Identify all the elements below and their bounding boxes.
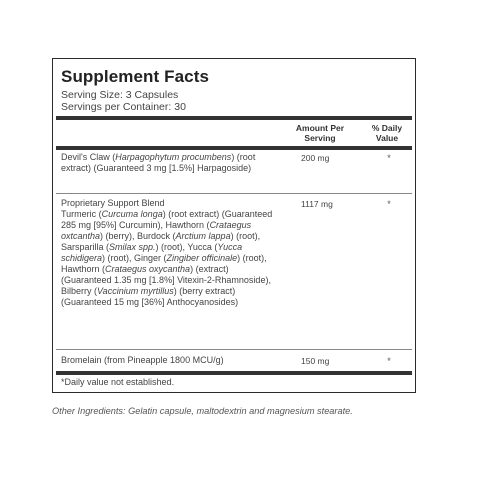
servings-per-container: Servings per Container: 30 xyxy=(61,101,186,113)
ingredient-proprietary-blend: Proprietary Support Blend Turmeric (Curcuma longa) (root extract) (Guaranteed 285 mg [95%] Curcumin), Hawthorn (Crataegus oxtcantha) (berry), Burdock (Arctium lappa) (root), Sarsparilla (Smilax spp.) (root), Yucca (Yucca schidigera) (root), Ginger (Zingiber officinale) (root), Hawthorn (Crataegus oxycantha) (extract) (Guaranteed 1.35 mg [1.8%] Vitexin-2-Rhamnoside), Bilberry (Vaccinium myrtillus) (berry extract) (Guaranteed 15 mg [36%] Anthocyanosides) xyxy=(61,198,273,307)
amount-devils-claw: 200 mg xyxy=(301,153,330,163)
other-ingredients: Other Ingredients: Gelatin capsule, maltodextrin and magnesium stearate. xyxy=(52,406,353,416)
footer-rule xyxy=(56,371,412,375)
dv-proprietary-blend: * xyxy=(387,199,391,209)
panel-title: Supplement Facts xyxy=(61,67,210,86)
daily-value-header: % Daily Value xyxy=(371,123,403,143)
ingredient-devils-claw: Devil's Claw (Harpagophytum procumbens) (root extract) (Guaranteed 3 mg [1.5%] Harpagoside) xyxy=(61,152,256,173)
ingredient-bromelain: Bromelain (from Pineapple 1800 MCU/g) xyxy=(61,355,224,365)
serving-size: Serving Size: 3 Capsules xyxy=(61,89,179,101)
amount-header: Amount Per Serving xyxy=(295,123,345,143)
dv-devils-claw: * xyxy=(387,153,391,163)
amount-proprietary-blend: 1117 mg xyxy=(301,199,333,209)
dv-bromelain: * xyxy=(387,356,391,366)
header-rule xyxy=(56,116,412,120)
columns-rule xyxy=(56,146,412,150)
row-divider xyxy=(56,349,412,350)
supplement-facts-panel xyxy=(52,58,416,393)
row-divider xyxy=(56,193,412,194)
amount-bromelain: 150 mg xyxy=(301,356,330,366)
footnote: *Daily value not established. xyxy=(61,377,175,387)
